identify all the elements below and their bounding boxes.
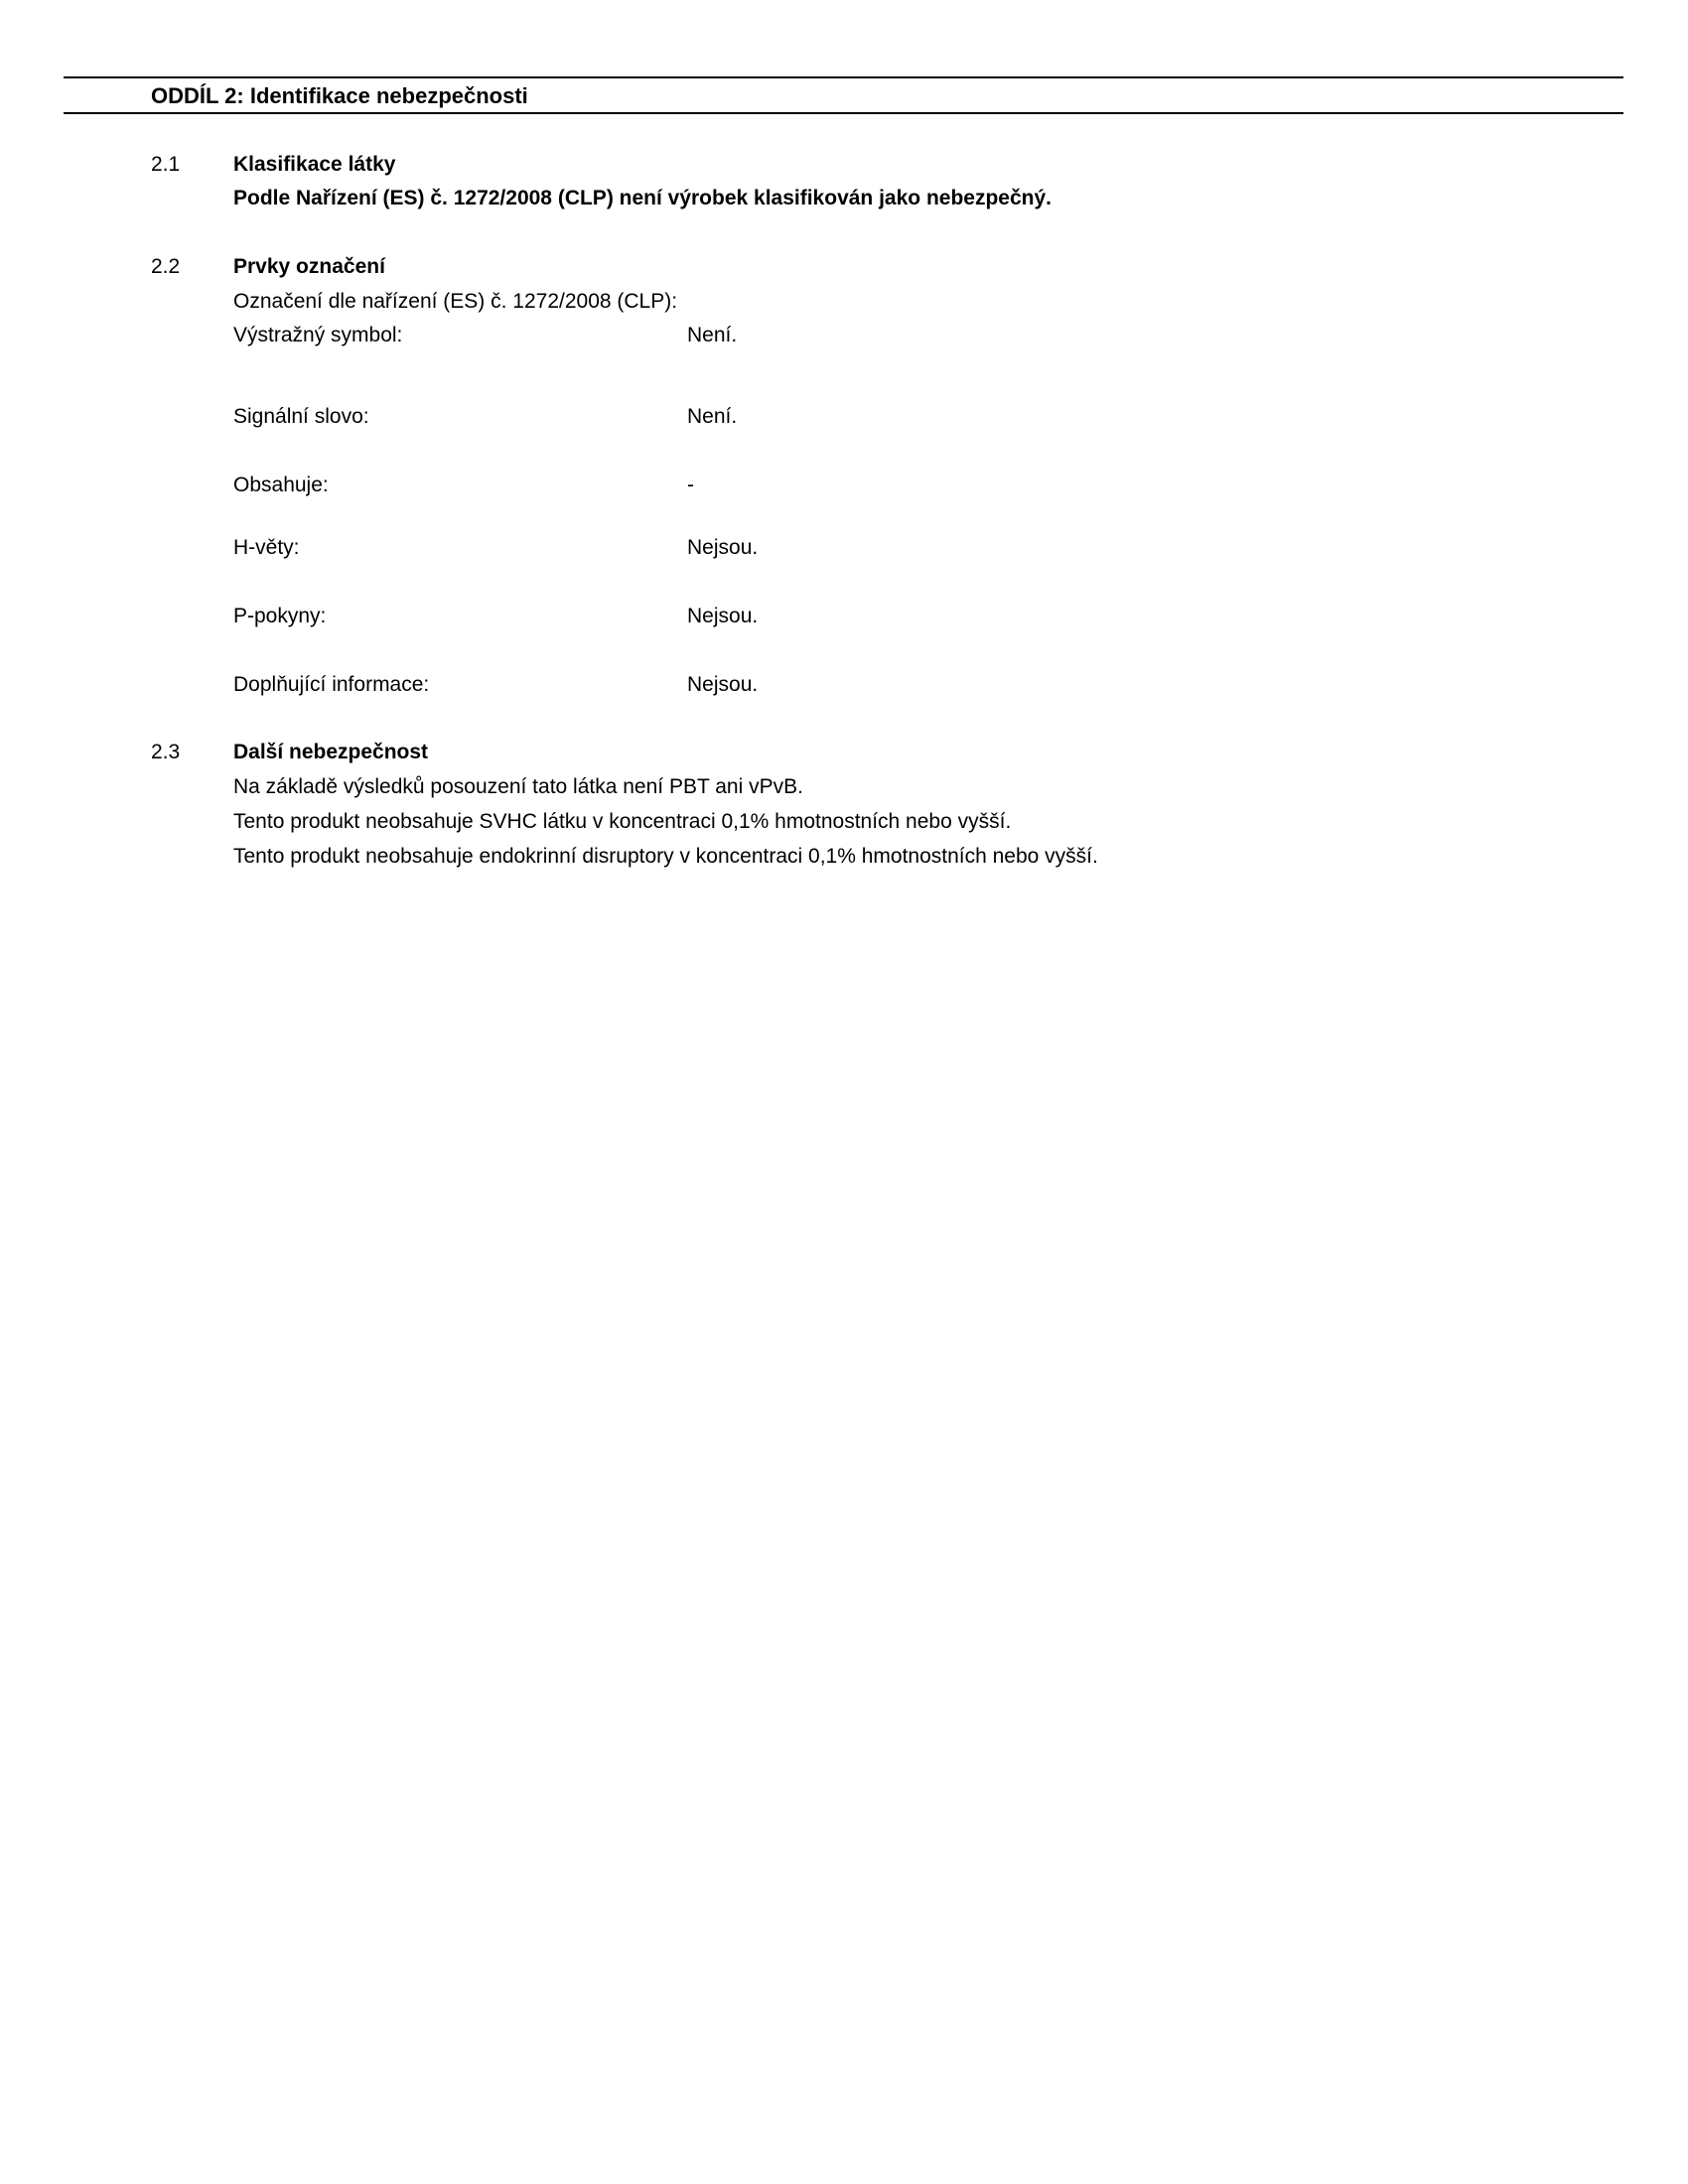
value-p-statements: Nejsou. bbox=[687, 605, 759, 627]
subsection-heading-2-2: Prvky označení bbox=[233, 255, 385, 278]
subsection-number-2-2: 2.2 bbox=[151, 255, 181, 278]
other-hazard-line-pbt: Na základě výsledků posouzení tato látka není PBT ani vPvB. bbox=[233, 775, 803, 798]
section-title: ODDÍL 2: Identifikace nebezpečnosti bbox=[151, 83, 528, 108]
label-contains: Obsahuje: bbox=[233, 474, 329, 496]
value-contains: - bbox=[687, 474, 694, 496]
value-hazard-symbol: Není. bbox=[687, 324, 738, 346]
other-hazard-line-svhc: Tento produkt neobsahuje SVHC látku v koncentraci 0,1% hmotnostních nebo vyšší. bbox=[233, 810, 1012, 833]
classification-statement: Podle Nařízení (ES) č. 1272/2008 (CLP) není výrobek klasifikován jako nebezpečný. bbox=[233, 187, 1052, 209]
header-bottom-rule bbox=[64, 112, 1623, 114]
label-p-statements: P-pokyny: bbox=[233, 605, 327, 627]
subsection-heading-2-3: Další nebezpečnost bbox=[233, 741, 429, 763]
subsection-number-2-3: 2.3 bbox=[151, 741, 181, 763]
other-hazard-line-endocrine: Tento produkt neobsahuje endokrinní disruptory v koncentraci 0,1% hmotnostních nebo vyšší. bbox=[233, 845, 1098, 868]
value-supplementary-info: Nejsou. bbox=[687, 673, 759, 696]
label-supplementary-info: Doplňující informace: bbox=[233, 673, 430, 696]
subsection-heading-2-1: Klasifikace látky bbox=[233, 153, 396, 176]
value-signal-word: Není. bbox=[687, 405, 738, 428]
subsection-number-2-1: 2.1 bbox=[151, 153, 181, 176]
label-hazard-symbol: Výstražný symbol: bbox=[233, 324, 403, 346]
label-h-statements: H-věty: bbox=[233, 536, 300, 559]
value-h-statements: Nejsou. bbox=[687, 536, 759, 559]
header-top-rule bbox=[64, 76, 1623, 78]
label-signal-word: Signální slovo: bbox=[233, 405, 369, 428]
labelling-intro: Označení dle nařízení (ES) č. 1272/2008 (CLP): bbox=[233, 290, 678, 313]
